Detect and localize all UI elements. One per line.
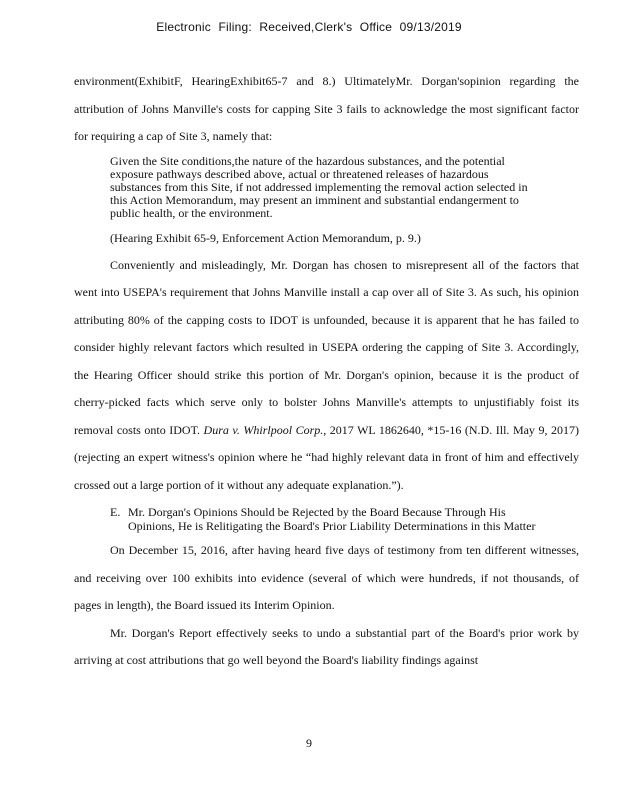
paragraph-report-undo: Mr. Dorgan's Report effectively seeks to undo a substantial part of the Board's prior work by arriving at cost attributions that go well beyond the Board's liability findings against xyxy=(74,625,579,667)
section-heading-e xyxy=(110,505,550,533)
quote-citation: (Hearing Exhibit 65-9, Enforcement Action Memorandum, p. 9.) xyxy=(110,230,421,245)
heading-line-2: Opinions, He is Relitigating the Board's Prior Liability Determinations in this Matter xyxy=(128,519,536,533)
paragraph-interim-opinion: On December 15, 2016, after having heard five days of testimony from ten different witnesses, and receiving over 100 exhibits into evidence (several of which were hundreds, if not thousands, of pages in length), the Board issued its Interim Opinion. xyxy=(74,543,579,612)
document-body xyxy=(74,68,579,675)
heading-text-1: Mr. Dorgan's Opinions Should be Rejected by the Board Because Through His xyxy=(128,505,506,519)
heading-line-1 xyxy=(110,505,550,519)
page-number: 9 xyxy=(306,736,312,750)
paragraph-text-b: , 2017 WL 1862640, *15-16 (N.D. Ill. May 9, 2017) (rejecting an expert witness's opinion where he “had highly relevant data in front of him and effectively crossed out a large portion of it without any adequate explanation.”). xyxy=(74,422,579,492)
paragraph-text-a: Conveniently and misleadingly, Mr. Dorgan has chosen to misrepresent all of the factors that went into USEPA's requirement that Johns Manville install a cap over all of Site 3. As such, his opinion attributing 80% of the capping costs to IDOT is unfounded, because it is apparent that he has failed to consider highly relevant factors which resulted in USEPA ordering the capping of Site 3. Accordingly, the Hearing Officer should strike this portion of Mr. Dorgan's opinion, because it is the product of cherry-picked facts which serve only to bolster Johns Manville's attempts to unjustifiably foist its removal costs onto IDOT. xyxy=(74,257,579,437)
case-citation: Dura v. Whirlpool Corp. xyxy=(203,422,324,437)
paragraph-misrepresent xyxy=(74,252,579,500)
paragraph-opinion-intro: environment(ExhibitF, HearingExhibit65-7 and 8.) UltimatelyMr. Dorgan'sopinion regarding the attribution of Johns Manville's costs for capping Site 3 fails to acknowledge the most significant factor for requiring a cap of Site 3, namely that: xyxy=(74,74,579,143)
block-quote: Given the Site conditions,the nature of the hazardous substances, and the potential exposure pathways described above, actual or threatened releases of hazardous substances from this Site, if not addressed implementing the removal action selected in this Action Memorandum, may present an imminent and substantial endangerment to public health, or the environment. xyxy=(110,153,528,220)
filing-stamp-header: Electronic Filing: Received,Clerk's Office 09/13/2019 xyxy=(156,20,462,34)
heading-letter: E. xyxy=(110,505,121,519)
